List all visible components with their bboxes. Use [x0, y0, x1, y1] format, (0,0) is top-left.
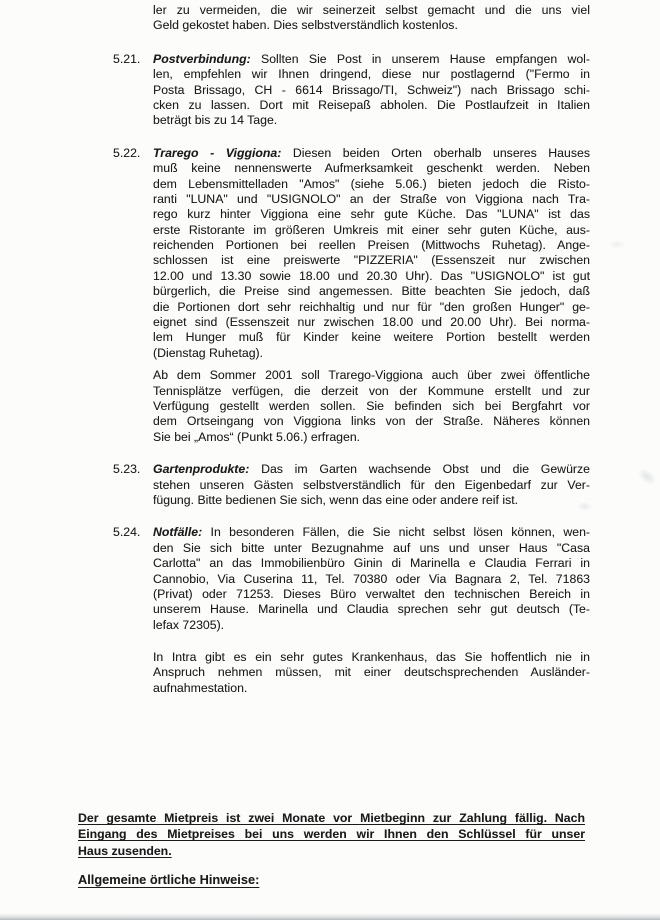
text-line: Haus zusenden. [78, 843, 172, 858]
paragraph [153, 146, 590, 361]
text-line: reichenden Portionen bei reellen Preisen (Mittwochs Ruhetag). Ange- [153, 238, 590, 253]
text-line: ler zu vermeiden, die wir seinerzeit selbst gemacht und die uns viel [153, 3, 590, 17]
paragraph [153, 52, 590, 129]
text-line: Anspruch nehmen müssen, mit einer deutschsprechenden Ausländer- [153, 665, 590, 680]
section-5-23 [0, 462, 660, 508]
section-body [153, 525, 590, 696]
section-number: 5.23. [113, 462, 141, 477]
text-line: Tennisplätze verfügen, die derzeit von der Kommune erstellt und zur [153, 383, 590, 398]
text-line: lefax 72305). [153, 617, 225, 632]
text-line: die Portionen dort sehr reichhaltig und nur für "den großen Hunger" ge- [153, 299, 590, 314]
text-line: ranti "LUNA" und "USIGNOLO" an der Straße von Viggiona nach Tra- [153, 191, 590, 206]
scan-bottom-edge-artifact [0, 913, 660, 920]
text-line: Der gesamte Mietpreis ist zwei Monate vor Mietbeginn zur Zahlung fällig. Nach [78, 811, 585, 826]
paragraph [153, 462, 590, 508]
paragraph [153, 650, 590, 696]
scan-smudge [577, 502, 592, 511]
paragraph-lead: Notfälle: [153, 525, 203, 540]
text-line: stehen unseren Gästen selbstverständlich für den Eigenbedarf zur Ver- [153, 477, 590, 492]
text-line: den Sie sich bitte unter Bezugnahme auf uns und unser Haus "Casa [153, 540, 590, 555]
paragraph-lead: Postverbindung: [153, 51, 251, 66]
text-line: Ab dem Sommer 2001 soll Trarego-Viggiona auch über zwei öffentliche [153, 368, 590, 383]
text-line: unserem Hause. Marinella und Claudia sprechen sehr gut deutsch (Te- [153, 602, 590, 617]
text-line: fügung. Bitte bedienen Sie sich, wenn das eine oder andere reif ist. [153, 492, 519, 507]
text-line: lem Hunger muß für Kinder keine weitere Portion bestellt werden [153, 330, 590, 345]
section-5-22 [0, 146, 660, 445]
text-line: Cannobio, Via Cuserina 11, Tel. 70380 oder Via Bagnara 2, Tel. 71863 [153, 571, 590, 586]
paragraph [153, 525, 590, 633]
text-line: Notfälle: In besonderen Fällen, die Sie nicht selbst lösen können, wen- [153, 525, 590, 540]
text-line: eignet sind (Essenszeit nur zwischen 18.00 und 20.00 Uhr). Bei norma- [153, 315, 590, 330]
text-line: erste Ristorante im größeren Umkreis mit einer sehr guten Küche, aus- [153, 222, 590, 237]
text-line: Trarego - Viggiona: Diesen beiden Orten oberhalb unseres Hauses [153, 145, 590, 160]
section-body [153, 146, 590, 445]
text-line: dem Ortseingang von Viggiona links von der Straße. Näheres können [153, 414, 590, 429]
section-5-21 [0, 52, 660, 129]
section-body [153, 52, 590, 129]
text-line: Verfügung gestellt werden sollen. Sie befinden sich bei Bergfahrt vor [153, 398, 590, 413]
text-line: Geld gekostet haben. Dies selbstverständlich kostenlos. [153, 18, 458, 33]
text-line: schlossen ist eine preiswerte "PIZZERIA" (Essenszeit nur zwischen [153, 253, 590, 268]
text-line: muß keine nennenswerte Aufmerksamkeit geschenkt werden. Neben [153, 161, 590, 176]
text-line: beträgt bis zu 14 Tage. [153, 113, 278, 128]
paragraph-lead: Gartenprodukte: [153, 462, 250, 477]
text-line: aufnahmestation. [153, 680, 248, 695]
text-line: len, empfehlen wir Ihnen dringend, diese nur postlagernd ("Fermo in [153, 67, 590, 82]
section-5-24 [0, 525, 660, 696]
page-content [0, 3, 660, 888]
scan-smudge [608, 240, 626, 249]
text-line: Eingang des Mietpreises bei uns werden wir Ihnen den Schlüssel für unser [78, 827, 585, 842]
section-number: 5.21. [113, 51, 141, 66]
text-line: Carlotta" an das Immobilienbüro Ginin di Marinella e Claudia Ferrari in [153, 556, 590, 571]
local-notes-heading: Allgemeine örtliche Hinweise: [78, 871, 260, 887]
paragraph [153, 368, 590, 445]
intro-continuation-paragraph [153, 3, 590, 34]
sections-container [0, 52, 660, 696]
section-number: 5.24. [113, 525, 141, 540]
text-line: Sie bei „Amos“ (Punkt 5.06.) erfragen. [153, 429, 361, 444]
section-number: 5.22. [113, 145, 141, 160]
text-line: Gartenprodukte: Das im Garten wachsende Obst und die Gewürze [153, 462, 590, 477]
text-line: Posta Brissago, CH - 6614 Brissago/TI, Schweiz") nach Brissago schi- [153, 82, 590, 97]
text-line: rego kurz hinter Viggiona eine sehr gute Küche. Das "LUNA" ist das [153, 207, 590, 222]
text-line: Postverbindung: Sollten Sie Post in unserem Hause empfangen wol- [153, 51, 590, 66]
text-line: cken zu lassen. Dort mit Reisepaß abholen. Die Postlaufzeit in Italien [153, 97, 590, 112]
text-line: (Dienstag Ruhetag). [153, 345, 264, 360]
paragraph-lead: Trarego - Viggiona: [153, 145, 282, 160]
text-line: bürgerlich, die Preise sind angemessen. Bitte beachten Sie jedoch, daß [153, 284, 590, 299]
section-body [153, 462, 590, 508]
text-line: dem Lebensmittelladen "Amos" (siehe 5.06.) bieten jedoch die Risto- [153, 176, 590, 191]
payment-notice [78, 810, 585, 859]
text-line: In Intra gibt es ein sehr gutes Krankenhaus, das Sie hoffentlich nie in [153, 650, 590, 665]
text-line: (Privat) oder 71253. Dieses Büro verwaltet den technischen Bereich in [153, 586, 590, 601]
text-line: 12.00 und 13.30 sowie 18.00 und 20.30 Uhr). Das "USIGNOLO" ist gut [153, 268, 590, 283]
